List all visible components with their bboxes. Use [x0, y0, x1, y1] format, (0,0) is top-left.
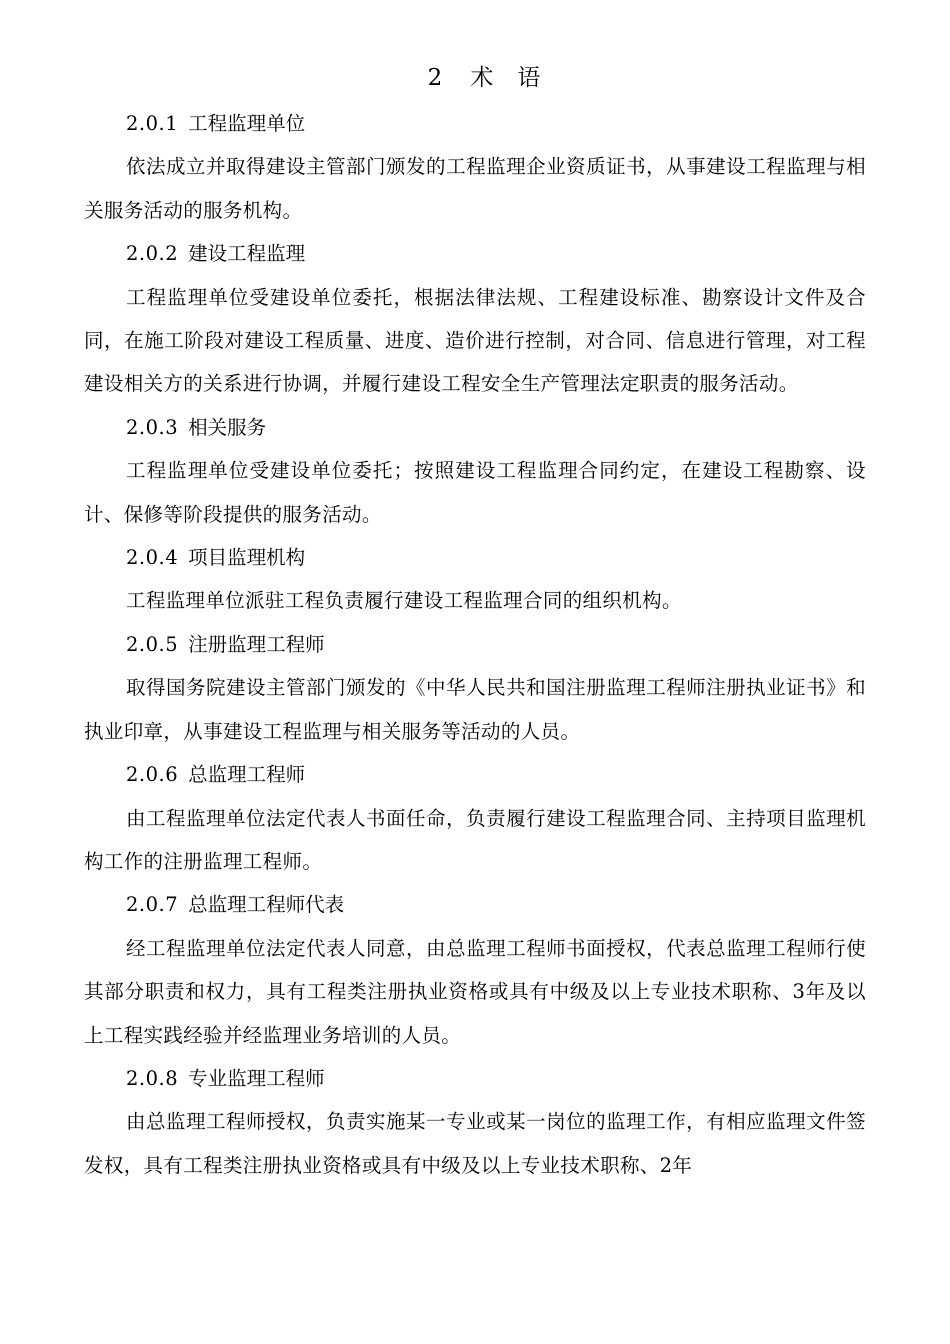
- term-name: 工程监理单位: [188, 112, 306, 135]
- term-code: 2.0.4: [126, 546, 179, 570]
- term-section: [84, 102, 866, 232]
- term-definition: 工程监理单位受建设单位委托；按照建设工程监理合同约定，在建设工程勘察、设计、保修等阶段提供的服务活动。: [84, 459, 866, 526]
- term-code: 2.0.2: [126, 242, 179, 266]
- term-code: 2.0.5: [126, 632, 179, 656]
- term-name: 专业监理工程师: [188, 1066, 325, 1090]
- term-heading: [84, 232, 866, 275]
- term-section: [84, 536, 866, 623]
- chapter-title-char-1: 术: [470, 65, 496, 91]
- chapter-title: [84, 58, 866, 102]
- term-section: [84, 623, 866, 753]
- term-heading: [84, 753, 866, 796]
- term-name: 总监理工程师代表: [188, 893, 345, 917]
- term-heading: [84, 1057, 866, 1100]
- term-heading: [84, 102, 866, 145]
- term-name: 相关服务: [188, 415, 267, 439]
- chapter-number: 2: [427, 65, 445, 91]
- term-name: 注册监理工程师: [188, 632, 325, 656]
- chapter-title-char-2: 语: [517, 65, 543, 91]
- term-definition: 工程监理单位派驻工程负责履行建设工程监理合同的组织机构。: [126, 589, 682, 613]
- term-section: [84, 232, 866, 406]
- term-definition: 工程监理单位受建设单位委托，根据法律法规、工程建设标准、勘察设计文件及合同，在施工阶段对建设工程质量、进度、造价进行控制，对合同、信息进行管理，对工程建设相关方的关系进行协调，并履行建设工程安全生产管理法定职责的服务活动。: [84, 285, 866, 396]
- term-heading: [84, 883, 866, 926]
- term-definition: 取得国务院建设主管部门颁发的《中华人民共和国注册监理工程师注册执业证书》和执业印章，从事建设工程监理与相关服务等活动的人员。: [84, 676, 866, 743]
- term-heading: [84, 406, 866, 449]
- term-section: [84, 1057, 866, 1187]
- term-code: 2.0.1: [126, 112, 179, 135]
- term-code: 2.0.8: [126, 1066, 179, 1090]
- term-code: 2.0.3: [126, 415, 179, 439]
- term-heading: [84, 623, 866, 666]
- term-definition: 依法成立并取得建设主管部门颁发的工程监理企业资质证书，从事建设工程监理与相关服务活动的服务机构。: [84, 155, 866, 222]
- term-code: 2.0.7: [126, 893, 179, 917]
- term-name: 总监理工程师: [188, 763, 306, 787]
- term-section: [84, 883, 866, 1057]
- document-page: [84, 58, 866, 1187]
- term-definition: 由工程监理单位法定代表人书面任命，负责履行建设工程监理合同、主持项目监理机构工作的注册监理工程师。: [84, 806, 866, 873]
- term-name: 项目监理机构: [188, 546, 306, 570]
- term-section: [84, 753, 866, 883]
- term-definition: 由总监理工程师授权，负责实施某一专业或某一岗位的监理工作，有相应监理文件签发权，具有工程类注册执业资格或具有中级及以上专业技术职称、2年: [84, 1110, 866, 1177]
- term-code: 2.0.6: [126, 763, 179, 787]
- term-definition: 经工程监理单位法定代表人同意，由总监理工程师书面授权，代表总监理工程师行使其部分职责和权力，具有工程类注册执业资格或具有中级及以上专业技术职称、3年及以上工程实践经验并经监理业务培训的人员。: [84, 936, 866, 1047]
- term-name: 建设工程监理: [188, 242, 306, 266]
- term-heading: [84, 536, 866, 579]
- term-section: [84, 406, 866, 536]
